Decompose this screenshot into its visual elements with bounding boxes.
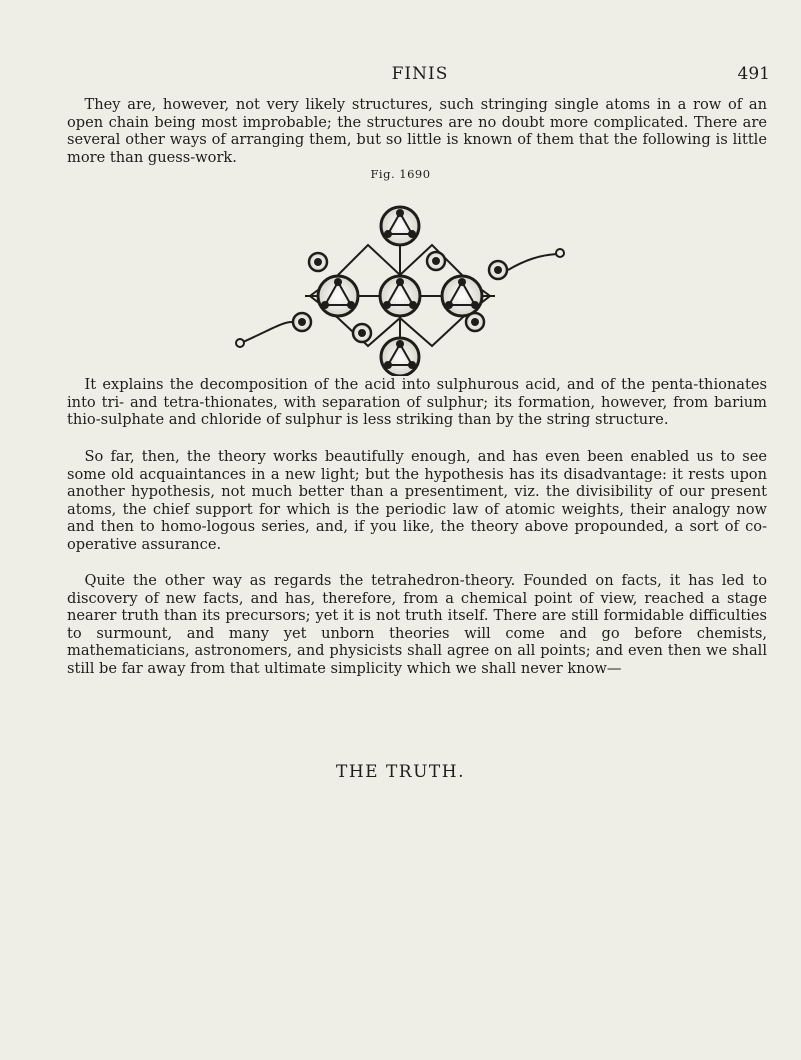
closing-line: THE TRUTH. — [335, 762, 465, 782]
tetrahedron-structure-figure — [0, 0, 801, 376]
paragraph-3: So far, then, the theory works beautifully enough, and has even been enabled us to see some old acquaintances in a new light; but the hypothesis has its disadvantage: it rests upon another hypothesis, not much better than a presentiment, viz. the divisibility of our present atoms, the chief support for which is the periodic law of atomic weights, their analogy now and then to homo-logous series, and, if you like, the theory above propounded, a sort of co-operative assurance. — [67, 448, 767, 553]
cluster-center — [380, 276, 420, 316]
cluster-top — [381, 207, 419, 245]
cluster-left — [318, 276, 358, 316]
chain-left — [243, 322, 292, 342]
terminal-atom — [236, 339, 244, 347]
page-number: 491 — [737, 64, 770, 84]
paragraph-1: They are, however, not very likely structures, such stringing single atoms in a row of an open chain being most improbable; the structures are no doubt more complicated. There are several other ways of arranging them, but so little is known of them that the following is little more than guess-work. — [67, 96, 767, 166]
chain-right — [508, 254, 557, 270]
cluster-right — [442, 276, 482, 316]
running-title: FINIS — [391, 64, 449, 84]
cluster-bottom — [381, 338, 419, 376]
terminal-atom — [556, 249, 564, 257]
figure-caption: Fig. 1690 — [370, 167, 431, 181]
paragraph-4: Quite the other way as regards the tetrahedron-theory. Founded on facts, it has led to discovery of new facts, and has, therefore, from a chemical point of view, reached a stage nearer truth than its precursors; yet it is not truth itself. There are still formidable difficulties to surmount, and many yet unborn theories will come and go before chemists, mathematicians, astronomers, and physicists shall agree on all points; and even then we shall still be far away from that ultimate simplicity which we shall never know— — [67, 572, 767, 677]
paragraph-2: It explains the decomposition of the acid into sulphurous acid, and of the penta-thionates into tri- and tetra-thionates, with separation of sulphur; its formation, however, from barium thio-sulphate and chloride of sulphur is less striking than by the string structure. — [67, 376, 767, 428]
